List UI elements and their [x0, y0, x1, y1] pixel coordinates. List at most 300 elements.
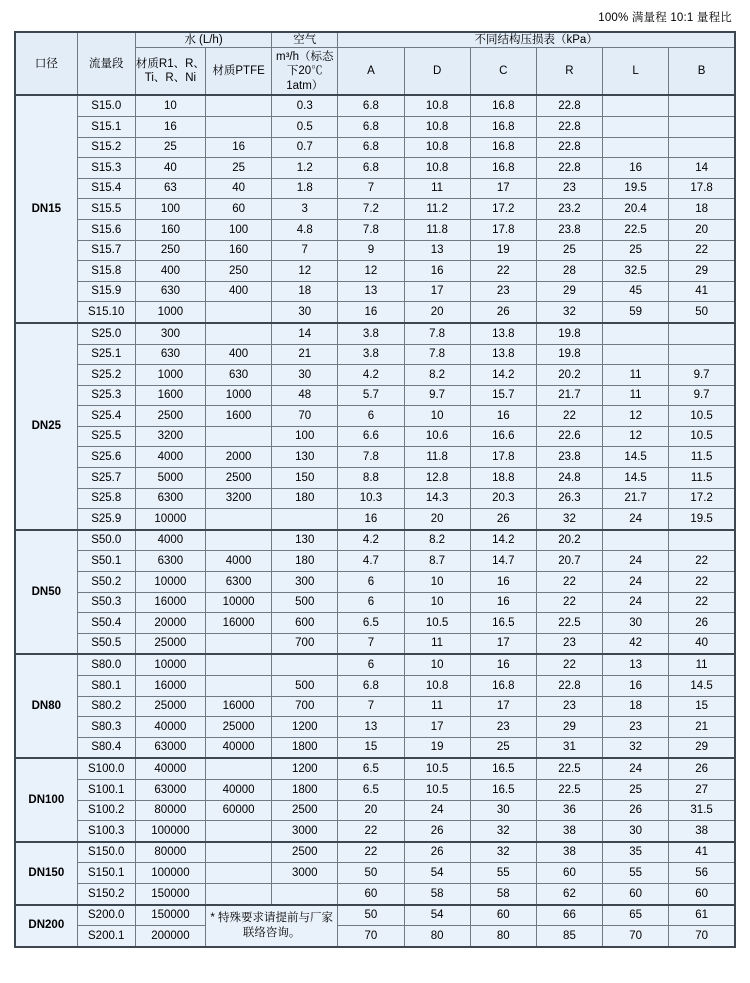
- cell-flow-segment: S80.1: [77, 676, 135, 697]
- cell-water-material-1: 16000: [135, 592, 205, 613]
- table-row: [15, 261, 735, 282]
- cell-pressure-c: 58: [470, 883, 536, 904]
- cell-pressure-a: 7.8: [338, 219, 404, 240]
- cell-water-material-1: 80000: [135, 800, 205, 821]
- header-dn: 口径: [15, 32, 77, 95]
- cell-pressure-d: 10.8: [404, 676, 470, 697]
- cell-water-material-2: [206, 758, 272, 779]
- cell-pressure-l: [603, 95, 669, 116]
- cell-pressure-a: 16: [338, 509, 404, 530]
- cell-water-material-2: 3200: [206, 488, 272, 509]
- cell-flow-segment: S50.2: [77, 572, 135, 593]
- cell-pressure-r: 38: [536, 842, 602, 863]
- table-row: [15, 758, 735, 779]
- cell-air: 3000: [272, 863, 338, 884]
- cell-water-material-2: [206, 633, 272, 654]
- cell-pressure-l: 22.5: [603, 219, 669, 240]
- cell-pressure-d: 10.8: [404, 116, 470, 137]
- cell-pressure-r: 38: [536, 821, 602, 842]
- cell-pressure-l: 65: [603, 905, 669, 926]
- table-row: [15, 323, 735, 344]
- cell-air: 30: [272, 365, 338, 386]
- cell-water-material-1: 1000: [135, 302, 205, 323]
- cell-pressure-l: 45: [603, 281, 669, 302]
- table-row: [15, 654, 735, 675]
- cell-dn-group: DN25: [15, 323, 77, 530]
- cell-flow-segment: S150.2: [77, 883, 135, 904]
- cell-water-material-2: 60000: [206, 800, 272, 821]
- table-row: [15, 530, 735, 551]
- cell-water-material-2: 400: [206, 344, 272, 365]
- cell-pressure-d: 10.6: [404, 426, 470, 447]
- cell-pressure-d: 10.5: [404, 758, 470, 779]
- table-row: [15, 821, 735, 842]
- cell-pressure-a: 9: [338, 240, 404, 261]
- cell-flow-segment: S15.7: [77, 240, 135, 261]
- cell-pressure-a: 13: [338, 717, 404, 738]
- cell-pressure-d: 9.7: [404, 385, 470, 406]
- table-row: [15, 572, 735, 593]
- cell-pressure-r: 19.8: [536, 344, 602, 365]
- cell-air: 48: [272, 385, 338, 406]
- cell-pressure-l: 11: [603, 385, 669, 406]
- cell-water-material-1: 10: [135, 95, 205, 116]
- cell-air: 30: [272, 302, 338, 323]
- cell-pressure-b: 56: [669, 863, 735, 884]
- cell-water-material-1: 4000: [135, 530, 205, 551]
- cell-pressure-c: 22: [470, 261, 536, 282]
- cell-air: 500: [272, 676, 338, 697]
- header-pressure-r: R: [536, 48, 602, 96]
- cell-water-material-1: 200000: [135, 926, 205, 947]
- cell-pressure-a: 50: [338, 905, 404, 926]
- cell-water-material-1: 250: [135, 240, 205, 261]
- cell-air: 0.5: [272, 116, 338, 137]
- cell-air: 130: [272, 447, 338, 468]
- cell-pressure-b: 11.5: [669, 447, 735, 468]
- header-water-material-2: 材质PTFE: [206, 48, 272, 96]
- cell-pressure-c: 16.5: [470, 758, 536, 779]
- cell-pressure-a: 7: [338, 633, 404, 654]
- cell-water-material-1: 25: [135, 137, 205, 158]
- cell-pressure-a: 6.5: [338, 613, 404, 634]
- cell-pressure-r: 24.8: [536, 468, 602, 489]
- cell-pressure-l: 30: [603, 613, 669, 634]
- cell-pressure-b: 21: [669, 717, 735, 738]
- cell-pressure-a: 6.8: [338, 95, 404, 116]
- cell-pressure-l: 32.5: [603, 261, 669, 282]
- table-row: [15, 137, 735, 158]
- cell-pressure-b: 10.5: [669, 426, 735, 447]
- cell-flow-segment: S25.6: [77, 447, 135, 468]
- cell-pressure-b: 40: [669, 633, 735, 654]
- table-row: [15, 676, 735, 697]
- cell-water-material-1: 6300: [135, 551, 205, 572]
- cell-flow-segment: S50.5: [77, 633, 135, 654]
- cell-water-material-1: 16000: [135, 676, 205, 697]
- cell-water-material-1: 1600: [135, 385, 205, 406]
- cell-pressure-b: [669, 137, 735, 158]
- cell-pressure-c: 26: [470, 509, 536, 530]
- cell-pressure-l: 18: [603, 696, 669, 717]
- cell-pressure-d: 10.8: [404, 158, 470, 179]
- cell-pressure-c: 23: [470, 281, 536, 302]
- cell-pressure-d: 58: [404, 883, 470, 904]
- cell-flow-segment: S15.10: [77, 302, 135, 323]
- cell-pressure-b: 20: [669, 219, 735, 240]
- header-pressure-b: B: [669, 48, 735, 96]
- cell-pressure-d: 26: [404, 842, 470, 863]
- cell-pressure-r: 22.5: [536, 613, 602, 634]
- cell-pressure-r: 23: [536, 178, 602, 199]
- cell-pressure-c: 16.8: [470, 158, 536, 179]
- flow-spec-table: [14, 31, 736, 948]
- cell-pressure-d: 11: [404, 696, 470, 717]
- cell-pressure-d: 12.8: [404, 468, 470, 489]
- cell-water-material-2: 16: [206, 137, 272, 158]
- cell-flow-segment: S25.7: [77, 468, 135, 489]
- table-row: [15, 509, 735, 530]
- cell-pressure-a: 22: [338, 821, 404, 842]
- cell-water-material-2: [206, 676, 272, 697]
- cell-water-material-2: 250: [206, 261, 272, 282]
- cell-water-material-2: 25: [206, 158, 272, 179]
- cell-pressure-l: 30: [603, 821, 669, 842]
- cell-pressure-c: 16: [470, 406, 536, 427]
- cell-dn-group: DN200: [15, 905, 77, 947]
- cell-pressure-r: 60: [536, 863, 602, 884]
- cell-pressure-r: 22.6: [536, 426, 602, 447]
- cell-pressure-r: 20.2: [536, 365, 602, 386]
- cell-pressure-a: 60: [338, 883, 404, 904]
- table-row: [15, 281, 735, 302]
- header-group-pressure: 不同结构压损表（kPa）: [338, 32, 735, 48]
- cell-flow-segment: S15.0: [77, 95, 135, 116]
- cell-water-material-1: 16: [135, 116, 205, 137]
- table-row: [15, 344, 735, 365]
- cell-air: 2500: [272, 842, 338, 863]
- table-row: [15, 800, 735, 821]
- cell-pressure-b: [669, 530, 735, 551]
- cell-pressure-a: 12: [338, 261, 404, 282]
- cell-pressure-a: 7.2: [338, 199, 404, 220]
- cell-pressure-l: 25: [603, 240, 669, 261]
- cell-pressure-d: 26: [404, 821, 470, 842]
- cell-pressure-r: 19.8: [536, 323, 602, 344]
- cell-flow-segment: S15.9: [77, 281, 135, 302]
- cell-pressure-l: [603, 323, 669, 344]
- cell-pressure-c: 16.8: [470, 95, 536, 116]
- table-row: [15, 468, 735, 489]
- cell-flow-segment: S150.0: [77, 842, 135, 863]
- cell-water-material-2: [206, 821, 272, 842]
- cell-pressure-a: 6.8: [338, 158, 404, 179]
- cell-pressure-r: 22.8: [536, 158, 602, 179]
- cell-pressure-c: 55: [470, 863, 536, 884]
- cell-pressure-a: 4.7: [338, 551, 404, 572]
- cell-pressure-d: 16: [404, 261, 470, 282]
- cell-pressure-b: 10.5: [669, 406, 735, 427]
- cell-pressure-c: 17.8: [470, 447, 536, 468]
- cell-water-material-2: 1000: [206, 385, 272, 406]
- cell-water-material-2: 40000: [206, 737, 272, 758]
- cell-pressure-b: 26: [669, 613, 735, 634]
- cell-pressure-a: 6: [338, 592, 404, 613]
- cell-pressure-a: 7: [338, 178, 404, 199]
- cell-pressure-a: 10.3: [338, 488, 404, 509]
- cell-pressure-d: 17: [404, 281, 470, 302]
- cell-pressure-b: 17.8: [669, 178, 735, 199]
- table-row: [15, 302, 735, 323]
- cell-pressure-l: 20.4: [603, 199, 669, 220]
- header-pressure-c: C: [470, 48, 536, 96]
- cell-pressure-b: 14: [669, 158, 735, 179]
- cell-water-material-2: 16000: [206, 613, 272, 634]
- cell-pressure-b: 22: [669, 572, 735, 593]
- cell-pressure-l: 25: [603, 779, 669, 800]
- cell-air: 0.3: [272, 95, 338, 116]
- cell-pressure-c: 17: [470, 633, 536, 654]
- cell-pressure-c: 60: [470, 905, 536, 926]
- cell-pressure-b: 22: [669, 240, 735, 261]
- cell-pressure-l: 12: [603, 426, 669, 447]
- table-row: [15, 905, 735, 926]
- cell-water-material-1: 150000: [135, 905, 205, 926]
- cell-dn-group: DN80: [15, 654, 77, 758]
- header-group-air: 空气: [272, 32, 338, 48]
- cell-pressure-r: 23: [536, 696, 602, 717]
- cell-pressure-a: 22: [338, 842, 404, 863]
- cell-pressure-c: 16.5: [470, 613, 536, 634]
- cell-pressure-r: 22: [536, 572, 602, 593]
- cell-pressure-b: 41: [669, 842, 735, 863]
- cell-air: 180: [272, 551, 338, 572]
- cell-pressure-c: 26: [470, 302, 536, 323]
- cell-pressure-d: 11: [404, 633, 470, 654]
- cell-pressure-a: 6.8: [338, 676, 404, 697]
- header-flow-segment: 流量段: [77, 32, 135, 95]
- cell-pressure-d: 54: [404, 863, 470, 884]
- cell-water-material-1: 10000: [135, 509, 205, 530]
- cell-pressure-d: 20: [404, 509, 470, 530]
- cell-pressure-a: 6: [338, 406, 404, 427]
- cell-pressure-c: 16.6: [470, 426, 536, 447]
- cell-pressure-b: 11.5: [669, 468, 735, 489]
- cell-pressure-l: 16: [603, 158, 669, 179]
- cell-water-material-1: 400: [135, 261, 205, 282]
- header-pressure-l: L: [603, 48, 669, 96]
- cell-air: 600: [272, 613, 338, 634]
- cell-flow-segment: S80.2: [77, 696, 135, 717]
- cell-pressure-b: 50: [669, 302, 735, 323]
- cell-water-material-1: 1000: [135, 365, 205, 386]
- cell-water-material-1: 4000: [135, 447, 205, 468]
- cell-pressure-c: 13.8: [470, 323, 536, 344]
- cell-water-material-2: [206, 654, 272, 675]
- cell-air: 500: [272, 592, 338, 613]
- cell-flow-segment: S100.3: [77, 821, 135, 842]
- cell-pressure-b: 31.5: [669, 800, 735, 821]
- cell-pressure-d: 10: [404, 406, 470, 427]
- cell-air: 70: [272, 406, 338, 427]
- cell-pressure-d: 11.8: [404, 447, 470, 468]
- table-row: [15, 406, 735, 427]
- cell-flow-segment: S25.4: [77, 406, 135, 427]
- cell-pressure-d: 80: [404, 926, 470, 947]
- cell-water-material-2: [206, 426, 272, 447]
- cell-air: 3000: [272, 821, 338, 842]
- cell-pressure-c: 20.3: [470, 488, 536, 509]
- cell-flow-segment: S25.2: [77, 365, 135, 386]
- cell-pressure-r: 36: [536, 800, 602, 821]
- cell-pressure-d: 11.8: [404, 219, 470, 240]
- table-row: [15, 696, 735, 717]
- header-group-water: 水 (L/h): [135, 32, 271, 48]
- cell-pressure-a: 3.8: [338, 323, 404, 344]
- cell-air: 150: [272, 468, 338, 489]
- cell-pressure-r: 32: [536, 509, 602, 530]
- cell-water-material-2: 10000: [206, 592, 272, 613]
- cell-water-material-2: 1600: [206, 406, 272, 427]
- table-header: [15, 32, 735, 95]
- cell-pressure-c: 16: [470, 654, 536, 675]
- cell-pressure-l: 23: [603, 717, 669, 738]
- cell-pressure-a: 6: [338, 654, 404, 675]
- table-row: [15, 842, 735, 863]
- cell-water-material-1: 100000: [135, 863, 205, 884]
- cell-air: 18: [272, 281, 338, 302]
- table-footnote: * 特殊要求请提前与厂家联络咨询。: [206, 905, 338, 947]
- cell-dn-group: DN100: [15, 758, 77, 841]
- cell-pressure-r: 62: [536, 883, 602, 904]
- table-row: [15, 613, 735, 634]
- cell-water-material-1: 40: [135, 158, 205, 179]
- cell-water-material-1: 10000: [135, 654, 205, 675]
- cell-pressure-c: 16: [470, 572, 536, 593]
- table-row: [15, 365, 735, 386]
- table-row: [15, 385, 735, 406]
- cell-pressure-r: 66: [536, 905, 602, 926]
- cell-pressure-r: 29: [536, 717, 602, 738]
- cell-pressure-d: 10.8: [404, 137, 470, 158]
- cell-pressure-a: 20: [338, 800, 404, 821]
- cell-pressure-c: 14.7: [470, 551, 536, 572]
- cell-pressure-r: 31: [536, 737, 602, 758]
- cell-air: 2500: [272, 800, 338, 821]
- cell-flow-segment: S50.4: [77, 613, 135, 634]
- cell-pressure-r: 22.8: [536, 95, 602, 116]
- cell-pressure-r: 21.7: [536, 385, 602, 406]
- cell-pressure-l: [603, 116, 669, 137]
- cell-pressure-d: 8.2: [404, 365, 470, 386]
- cell-pressure-b: 22: [669, 592, 735, 613]
- table-row: [15, 551, 735, 572]
- cell-pressure-c: 16.8: [470, 137, 536, 158]
- cell-pressure-a: 8.8: [338, 468, 404, 489]
- cell-water-material-1: 40000: [135, 717, 205, 738]
- cell-pressure-l: 11: [603, 365, 669, 386]
- cell-flow-segment: S15.4: [77, 178, 135, 199]
- cell-pressure-c: 13.8: [470, 344, 536, 365]
- cell-pressure-l: 14.5: [603, 468, 669, 489]
- cell-pressure-c: 17.2: [470, 199, 536, 220]
- cell-pressure-d: 10: [404, 572, 470, 593]
- cell-air: 300: [272, 572, 338, 593]
- table-row: [15, 633, 735, 654]
- cell-pressure-a: 6.8: [338, 116, 404, 137]
- cell-pressure-l: 59: [603, 302, 669, 323]
- cell-pressure-c: 16.8: [470, 116, 536, 137]
- cell-pressure-l: 21.7: [603, 488, 669, 509]
- cell-water-material-2: 40: [206, 178, 272, 199]
- cell-pressure-b: 14.5: [669, 676, 735, 697]
- cell-water-material-2: [206, 530, 272, 551]
- cell-pressure-b: 15: [669, 696, 735, 717]
- table-row: [15, 926, 735, 947]
- cell-pressure-r: 29: [536, 281, 602, 302]
- cell-air: 700: [272, 696, 338, 717]
- cell-pressure-r: 22: [536, 592, 602, 613]
- header-pressure-a: A: [338, 48, 404, 96]
- cell-pressure-d: 10: [404, 592, 470, 613]
- cell-flow-segment: S15.8: [77, 261, 135, 282]
- cell-water-material-2: 6300: [206, 572, 272, 593]
- cell-pressure-r: 22.8: [536, 137, 602, 158]
- cell-water-material-1: 63000: [135, 779, 205, 800]
- cell-pressure-d: 19: [404, 737, 470, 758]
- cell-pressure-l: 13: [603, 654, 669, 675]
- header-pressure-d: D: [404, 48, 470, 96]
- cell-pressure-c: 17: [470, 696, 536, 717]
- cell-pressure-d: 11: [404, 178, 470, 199]
- table-row: [15, 863, 735, 884]
- cell-pressure-c: 14.2: [470, 365, 536, 386]
- cell-pressure-r: 23.8: [536, 447, 602, 468]
- cell-pressure-d: 8.2: [404, 530, 470, 551]
- cell-pressure-r: 22.8: [536, 116, 602, 137]
- cell-flow-segment: S50.0: [77, 530, 135, 551]
- cell-pressure-b: 61: [669, 905, 735, 926]
- cell-pressure-l: 60: [603, 883, 669, 904]
- cell-pressure-b: 70: [669, 926, 735, 947]
- cell-water-material-1: 300: [135, 323, 205, 344]
- table-body: [15, 95, 735, 946]
- cell-flow-segment: S15.3: [77, 158, 135, 179]
- cell-flow-segment: S80.3: [77, 717, 135, 738]
- cell-pressure-c: 23: [470, 717, 536, 738]
- table-row: [15, 883, 735, 904]
- cell-pressure-c: 16: [470, 592, 536, 613]
- cell-pressure-b: 9.7: [669, 385, 735, 406]
- cell-pressure-b: 38: [669, 821, 735, 842]
- cell-pressure-b: 9.7: [669, 365, 735, 386]
- cell-pressure-c: 30: [470, 800, 536, 821]
- cell-air: 1800: [272, 737, 338, 758]
- cell-pressure-b: 41: [669, 281, 735, 302]
- cell-pressure-d: 11.2: [404, 199, 470, 220]
- cell-pressure-d: 14.3: [404, 488, 470, 509]
- cell-water-material-1: 25000: [135, 696, 205, 717]
- cell-pressure-d: 10.8: [404, 95, 470, 116]
- cell-pressure-r: 20.7: [536, 551, 602, 572]
- cell-pressure-l: 12: [603, 406, 669, 427]
- cell-water-material-1: 160: [135, 219, 205, 240]
- cell-air: 1.8: [272, 178, 338, 199]
- cell-flow-segment: S80.4: [77, 737, 135, 758]
- table-row: [15, 178, 735, 199]
- cell-air: 7: [272, 240, 338, 261]
- cell-pressure-l: 35: [603, 842, 669, 863]
